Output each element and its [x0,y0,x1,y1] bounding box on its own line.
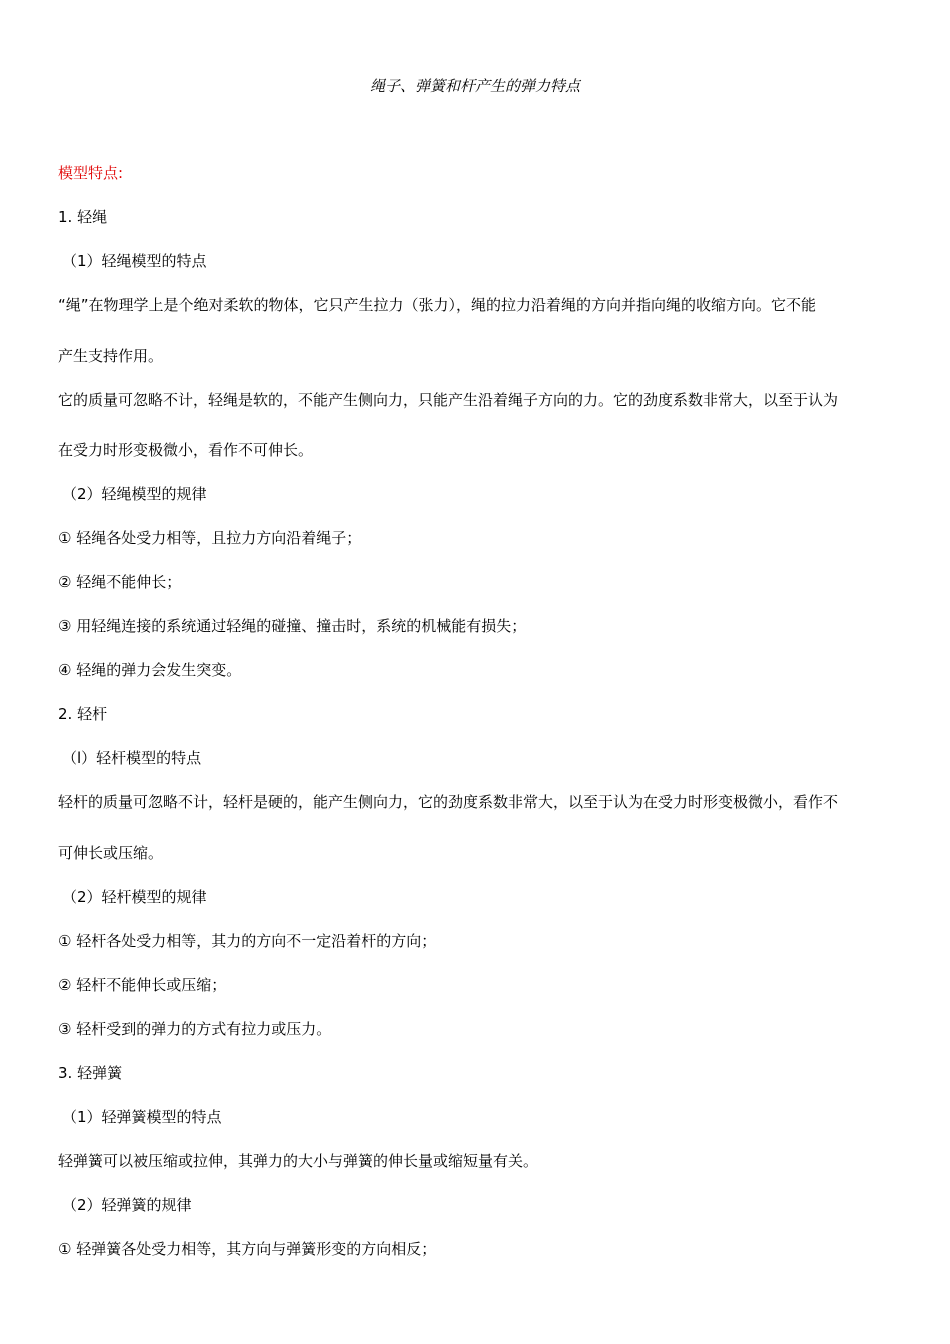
rope-rule-4: ④ 轻绳的弹力会发生突变。 [58,661,242,679]
rope-rule-2: ② 轻绳不能伸长； [58,573,182,591]
rope-rule-1: ① 轻绳各处受力相等，且拉力方向沿着绳子； [58,529,362,547]
rope-paragraph-2a: 它的质量可忽略不计，轻绳是软的，不能产生侧向力，只能产生沿着绳子方向的力。它的劲度系数非常大，以至于认为 [58,391,839,409]
spring-rule-1: ① 轻弹簧各处受力相等，其方向与弹簧形变的方向相反； [58,1240,437,1258]
rod-rule-2: ② 轻杆不能伸长或压缩； [58,976,227,994]
rope-paragraph-1a: “绳”在物理学上是个绝对柔软的物体，它只产生拉力（张力），绳的拉力沿着绳的方向并指向绳的收缩方向。它不能 [58,296,817,314]
spring-paragraph-1: 轻弹簧可以被压缩或拉伸，其弹力的大小与弹簧的伸长量或缩短量有关。 [58,1152,539,1170]
rod-paragraph-1b: 可伸长或压缩。 [58,844,164,862]
rope-features-subtitle: （1）轻绳模型的特点 [62,252,207,270]
spring-rules-subtitle: （2）轻弹簧的规律 [62,1196,192,1214]
rope-section-title: 1. 轻绳 [58,208,108,226]
rope-paragraph-2b: 在受力时形变极微小，看作不可伸长。 [58,441,314,459]
rope-rule-3: ③ 用轻绳连接的系统通过轻绳的碰撞、撞击时，系统的机械能有损失； [58,617,527,635]
section-heading: 模型特点: [58,164,124,182]
rod-section-title: 2. 轻杆 [58,705,108,723]
rod-paragraph-1a: 轻杆的质量可忽略不计，轻杆是硬的，能产生侧向力，它的劲度系数非常大，以至于认为在受力时形变极微小，看作不 [58,793,839,811]
rope-paragraph-1b: 产生支持作用。 [58,347,164,365]
spring-section-title: 3. 轻弹簧 [58,1064,123,1082]
rope-rules-subtitle: （2）轻绳模型的规律 [62,485,207,503]
rod-features-subtitle: （l）轻杆模型的特点 [62,749,202,767]
rod-rules-subtitle: （2）轻杆模型的规律 [62,888,207,906]
rod-rule-1: ① 轻杆各处受力相等，其力的方向不一定沿着杆的方向； [58,932,437,950]
spring-features-subtitle: （1）轻弹簧模型的特点 [62,1108,222,1126]
rod-rule-3: ③ 轻杆受到的弹力的方式有拉力或压力。 [58,1020,332,1038]
document-title: 绳子、弹簧和杆产生的弹力特点 [369,77,580,95]
